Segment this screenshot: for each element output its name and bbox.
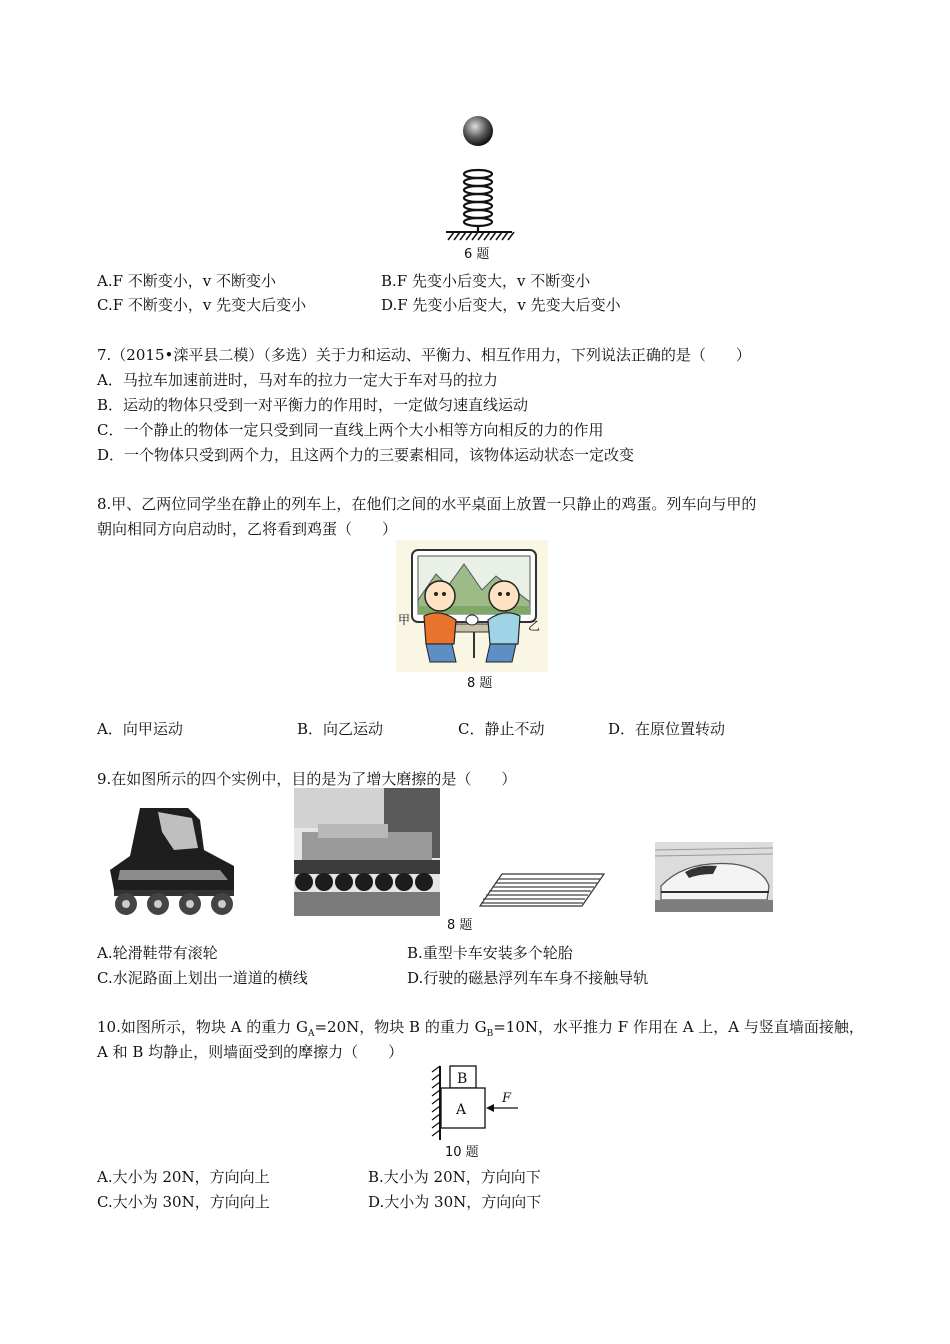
q9-road-image bbox=[478, 872, 606, 908]
force-label: F bbox=[502, 1091, 512, 1106]
egg bbox=[466, 615, 478, 625]
q8-option-d: D．在原位置转动 bbox=[608, 720, 726, 738]
q10-option-b: B.大小为 20N，方向向下 bbox=[368, 1168, 541, 1186]
q8-option-c: C．静止不动 bbox=[458, 720, 545, 738]
q10-figure bbox=[430, 1064, 530, 1140]
ball bbox=[463, 116, 493, 146]
ground-hatch bbox=[446, 232, 514, 240]
label-jia: 甲 bbox=[398, 613, 411, 627]
q10-stem-post: =10N，水平推力 F 作用在 A 上，A 与竖直墙面接触， bbox=[493, 1018, 864, 1036]
q9-option-a: A.轮滑鞋带有滚轮 bbox=[97, 944, 218, 962]
ball-spring-diagram bbox=[440, 112, 520, 262]
q6-caption: 6 题 bbox=[464, 247, 490, 262]
spring bbox=[464, 170, 492, 232]
q6-option-b: B.F 先变小后变大，v 不断变小 bbox=[381, 272, 591, 290]
q8-figure bbox=[396, 540, 548, 672]
q8-option-a: A．向甲运动 bbox=[97, 720, 183, 738]
q10-option-a: A.大小为 20N，方向向上 bbox=[97, 1168, 270, 1186]
q6-option-c: C.F 不断变小，v 先变大后变小 bbox=[97, 296, 307, 314]
q9-truck-image bbox=[294, 788, 440, 916]
q8-caption: 8 题 bbox=[467, 676, 493, 691]
q10-caption: 10 题 bbox=[445, 1145, 479, 1160]
q6-option-a: A.F 不断变小，v 不断变小 bbox=[97, 272, 277, 290]
q9-caption: 8 题 bbox=[447, 918, 473, 933]
block-b-label: B bbox=[457, 1071, 468, 1087]
q6-figure bbox=[440, 112, 520, 262]
q10-option-c: C.大小为 30N，方向向上 bbox=[97, 1193, 270, 1211]
q8-stem-line1: 8.甲、乙两位同学坐在静止的列车上，在他们之间的水平桌面上放置一只静止的鸡蛋。列车向与甲的 bbox=[97, 495, 757, 513]
q10-stem-mid: =20N，物块 B 的重力 G bbox=[314, 1018, 487, 1036]
wall-hatch bbox=[432, 1066, 440, 1140]
label-yi: 乙 bbox=[528, 619, 541, 633]
q10-option-d: D.大小为 30N，方向向下 bbox=[368, 1193, 542, 1211]
q7-option-c: C．一个静止的物体一定只受到同一直线上两个大小相等方向相反的力的作用 bbox=[97, 421, 604, 439]
block-a-label: A bbox=[456, 1102, 467, 1118]
train-students-illustration bbox=[396, 540, 548, 672]
q9-maglev-image bbox=[655, 842, 773, 912]
q7-option-d: D．一个物体只受到两个力，且这两个力的三要素相同，该物体运动状态一定改变 bbox=[97, 446, 635, 464]
q6-option-d: D.F 先变小后变大，v 先变大后变小 bbox=[381, 296, 621, 314]
q10-stem-pre: 10.如图所示，物块 A 的重力 G bbox=[97, 1018, 308, 1036]
q8-stem-line2: 朝向相同方向启动时，乙将看到鸡蛋（ ） bbox=[97, 520, 398, 538]
q7-stem: 7.（2015•滦平县二模）（多选）关于力和运动、平衡力、相互作用力，下列说法正确的是（ ） bbox=[97, 346, 751, 364]
q9-option-b: B.重型卡车安装多个轮胎 bbox=[407, 944, 573, 962]
q7-option-a: A．马拉车加速前进时，马对车的拉力一定大于车对马的拉力 bbox=[97, 371, 498, 389]
q9-skate-image bbox=[100, 800, 240, 918]
q10-sub-a: A bbox=[307, 1029, 315, 1039]
q10-stem-line2: A 和 B 均静止，则墙面受到的摩擦力（ ） bbox=[97, 1043, 404, 1061]
q9-option-d: D.行驶的磁悬浮列车车身不接触导轨 bbox=[407, 969, 649, 987]
q9-stem: 9.在如图所示的四个实例中，目的是为了增大磨擦的是（ ） bbox=[97, 770, 517, 788]
q9-option-c: C.水泥路面上划出一道道的横线 bbox=[97, 969, 308, 987]
q10-sub-b: B bbox=[486, 1029, 494, 1039]
q8-option-b: B．向乙运动 bbox=[297, 720, 384, 738]
q7-option-b: B．运动的物体只受到一对平衡力的作用时，一定做匀速直线运动 bbox=[97, 396, 529, 414]
